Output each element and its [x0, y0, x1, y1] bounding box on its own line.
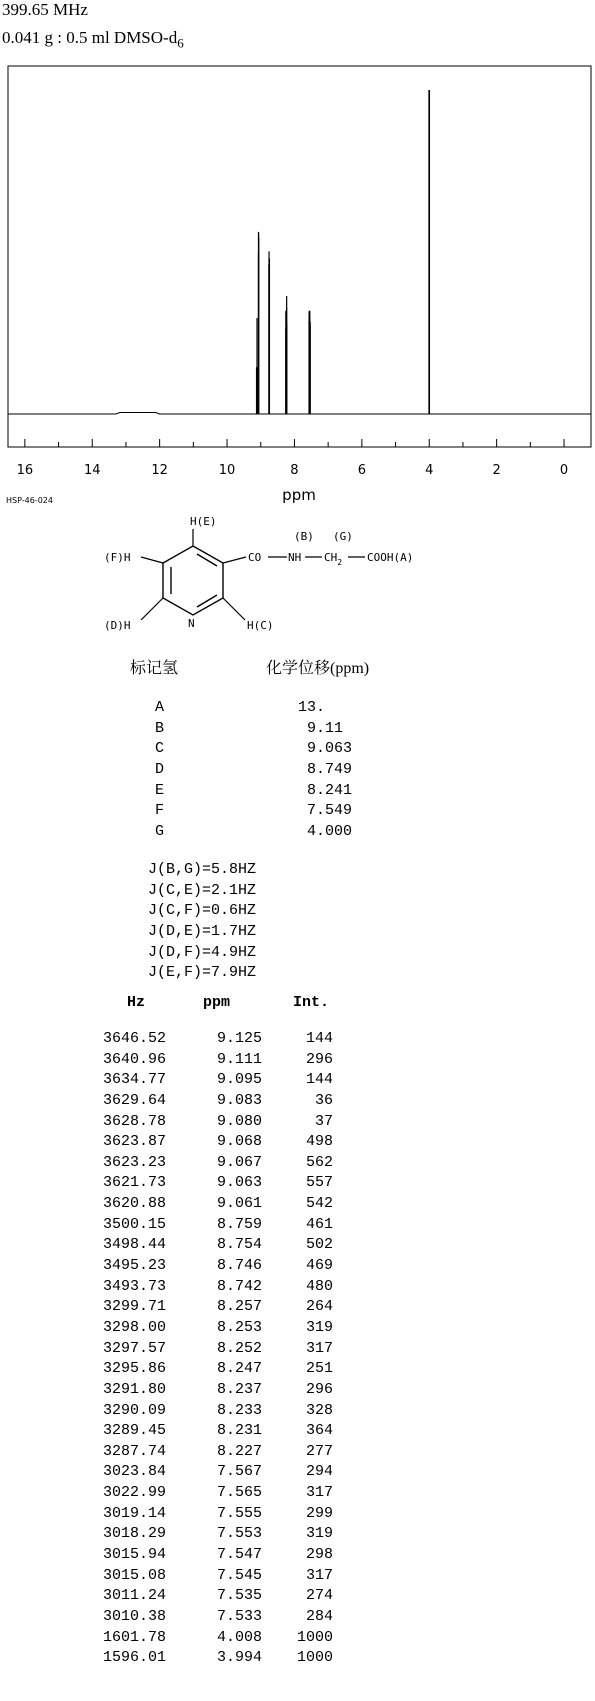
- label-dh: (D)H: [104, 619, 131, 632]
- peak-hz: 3295.86: [102, 1360, 166, 1378]
- peak-ppm: 4.008: [216, 1628, 262, 1646]
- assignment-shift: 4.000: [298, 823, 353, 841]
- peak-int: 317: [305, 1566, 333, 1584]
- x-axis-tick-label: 12: [151, 463, 168, 478]
- peak-int: 1000: [296, 1628, 333, 1646]
- peak-hz: 3015.94: [102, 1546, 166, 1564]
- peak-ppm: 7.547: [216, 1546, 262, 1564]
- peak-ppm: 8.247: [216, 1360, 262, 1378]
- peak-ppm: 9.061: [216, 1195, 262, 1213]
- pyridine-ring: [163, 546, 223, 615]
- peak-ppm: 3.994: [216, 1649, 262, 1667]
- peak-table-row: [70, 1277, 340, 1298]
- peak-ppm: 9.111: [216, 1050, 262, 1068]
- peak-int: 299: [305, 1504, 333, 1522]
- peak-ppm: 8.237: [216, 1380, 262, 1398]
- assignment-label: A: [155, 699, 165, 716]
- peak-table-row: [70, 1442, 340, 1463]
- peak-int: 542: [305, 1195, 333, 1213]
- peak-ppm: 8.257: [216, 1298, 262, 1316]
- peak-int: 319: [305, 1318, 333, 1336]
- peak-int: 469: [305, 1257, 333, 1275]
- peak-hz: 3289.45: [102, 1422, 166, 1440]
- peak-ppm: 9.095: [216, 1071, 262, 1089]
- peak-ppm: 8.231: [216, 1422, 262, 1440]
- assignment-labels: [155, 698, 164, 843]
- peak-hz: 3023.84: [102, 1463, 166, 1481]
- assignment-label: F: [155, 802, 165, 820]
- assignment-label: G: [155, 823, 165, 841]
- peak-hz: 3022.99: [102, 1484, 166, 1502]
- peak-ppm: 8.253: [216, 1318, 262, 1336]
- peak-hz: 3495.23: [102, 1257, 166, 1275]
- peak-table-row: [70, 1339, 340, 1360]
- x-axis-tick-label: 10: [218, 463, 236, 478]
- peak-table-row: [70, 1421, 340, 1442]
- x-axis-tick-label: 8: [290, 463, 299, 478]
- peak-ppm: 7.535: [216, 1587, 262, 1605]
- spectrometer-frequency: 399.65 MHz: [2, 0, 88, 19]
- x-axis-label: ppm: [282, 486, 316, 504]
- peak-ppm: 7.567: [216, 1463, 262, 1481]
- coupling-constant: J(C,F)=0.6HZ: [148, 902, 257, 920]
- peak-hz: 3287.74: [102, 1442, 166, 1460]
- peak-hz: 3011.24: [102, 1587, 166, 1605]
- peak-table-row: [70, 1050, 340, 1071]
- peak-table-row: [70, 1112, 340, 1133]
- peak-int: 328: [305, 1401, 333, 1419]
- peak-int: 274: [305, 1587, 333, 1605]
- assignment-shift: 9.063: [298, 740, 353, 758]
- peak-table-row: [70, 1132, 340, 1153]
- peak-ppm: 7.533: [216, 1607, 262, 1625]
- peak-hz: 3623.87: [102, 1133, 166, 1151]
- peak-table-row: [70, 1215, 340, 1236]
- label-ch2: [324, 551, 342, 567]
- peak-table-row: [70, 1256, 340, 1277]
- peak-ppm: 9.067: [216, 1153, 262, 1171]
- peak-hz: 3640.96: [102, 1050, 166, 1068]
- peak-table-row: [70, 1091, 340, 1112]
- peak-hz: 3010.38: [102, 1607, 166, 1625]
- peak-table-row: [70, 1566, 340, 1587]
- peak-int: 1000: [296, 1649, 333, 1667]
- assignment-shift: 8.749: [298, 761, 353, 779]
- peak-table-row: [70, 1235, 340, 1256]
- peak-hz: 3500.15: [102, 1215, 166, 1233]
- coupling-constant: J(C,E)=2.1HZ: [148, 881, 257, 899]
- peak-hz: 1601.78: [102, 1628, 166, 1646]
- x-axis-tick-label: 16: [16, 463, 34, 478]
- molecular-structure: [0, 0, 595, 650]
- peak-table-header-ppm: ppm: [203, 994, 231, 1011]
- peak-ppm: 7.545: [216, 1566, 262, 1584]
- peak-int: 37: [314, 1112, 333, 1130]
- assignment-label: B: [155, 719, 165, 737]
- peak-ppm: 9.083: [216, 1091, 262, 1109]
- peak-int: 144: [305, 1030, 333, 1047]
- peak-int: 480: [305, 1277, 333, 1295]
- label-ch-text: CH: [324, 551, 338, 564]
- peak-int: 364: [305, 1422, 333, 1440]
- peak-int: 296: [305, 1380, 333, 1398]
- label-fh: (F)H: [104, 551, 131, 564]
- peak-hz: 3498.44: [102, 1236, 166, 1254]
- sample-main: 0.041 g : 0.5 ml DMSO-d: [2, 28, 178, 47]
- peak-int: 502: [305, 1236, 333, 1254]
- peak-ppm: 8.759: [216, 1215, 262, 1233]
- coupling-constants: [148, 860, 256, 984]
- peak-ppm: 8.227: [216, 1442, 262, 1460]
- assignment-header-label: 标记氢: [130, 660, 179, 677]
- peak-table-row: [70, 1297, 340, 1318]
- peak-int: 298: [305, 1546, 333, 1564]
- label-co: CO: [248, 551, 262, 564]
- peak-ppm: 9.125: [216, 1030, 262, 1047]
- peak-table-row: [70, 1648, 340, 1669]
- peak-table-row: [70, 1586, 340, 1607]
- peak-hz: 1596.01: [102, 1649, 166, 1667]
- peak-table-row: [70, 1628, 340, 1649]
- peak-ppm: 9.068: [216, 1133, 262, 1151]
- peak-ppm: 9.080: [216, 1112, 262, 1130]
- peak-table-row: [70, 1318, 340, 1339]
- peak-hz: 3628.78: [102, 1112, 166, 1130]
- peak-int: 284: [305, 1607, 333, 1625]
- peak-ppm: 7.553: [216, 1525, 262, 1543]
- x-axis-tick-label: 14: [83, 463, 101, 478]
- peak-hz: 3634.77: [102, 1071, 166, 1089]
- peak-ppm: 8.252: [216, 1339, 262, 1357]
- peak-table-header-hz: Hz: [127, 994, 146, 1011]
- peak-hz: 3018.29: [102, 1525, 166, 1543]
- peak-table-row: [70, 1545, 340, 1566]
- assignment-label: C: [155, 740, 165, 758]
- assignment-label: D: [155, 761, 165, 779]
- peak-hz: 3291.80: [102, 1380, 166, 1398]
- peak-hz: 3493.73: [102, 1277, 166, 1295]
- peak-ppm: 9.063: [216, 1174, 262, 1192]
- peak-table-row: [70, 1380, 340, 1401]
- peak-hz: 3299.71: [102, 1298, 166, 1316]
- assignment-shift: 7.549: [298, 802, 353, 820]
- sample-subscript: 6: [177, 35, 184, 51]
- assignment-shifts: [298, 698, 352, 843]
- peak-table-row: [70, 1401, 340, 1422]
- label-cooh: COOH(A): [367, 551, 414, 564]
- assignment-shift: 9.11: [298, 719, 344, 737]
- peak-int: 251: [305, 1360, 333, 1378]
- label-b: (B): [294, 530, 314, 543]
- assignment-header-shift: 化学位移(ppm): [266, 660, 370, 677]
- peak-ppm: 8.754: [216, 1236, 262, 1254]
- structure-bonds: [141, 529, 365, 620]
- peak-int: 319: [305, 1525, 333, 1543]
- label-he: H(E): [190, 515, 217, 528]
- peak-table-row: [70, 1359, 340, 1380]
- label-g: (G): [333, 530, 353, 543]
- peak-table-row: [70, 1524, 340, 1545]
- peak-int: 264: [305, 1298, 333, 1316]
- x-axis-tick-label: 0: [559, 463, 569, 478]
- assignment-shift: 8.241: [298, 781, 353, 799]
- peak-int: 277: [305, 1442, 333, 1460]
- peak-int: 557: [305, 1174, 333, 1192]
- peak-int: 144: [305, 1071, 333, 1089]
- assignment-label: E: [155, 781, 165, 799]
- label-ch-subscript: 2: [337, 558, 343, 567]
- peak-table-row: [70, 1173, 340, 1194]
- peak-table-header-int: Int.: [293, 994, 330, 1011]
- peak-ppm: 8.233: [216, 1401, 262, 1419]
- peak-int: 317: [305, 1484, 333, 1502]
- label-ring-n: N: [188, 617, 195, 630]
- peak-hz: 3019.14: [102, 1504, 166, 1522]
- spectrum-code: HSP-46-024: [6, 496, 53, 505]
- peak-int: 296: [305, 1050, 333, 1068]
- peak-ppm: 8.742: [216, 1277, 262, 1295]
- peak-int: 317: [305, 1339, 333, 1357]
- coupling-constant: J(E,F)=7.9HZ: [148, 964, 257, 982]
- peak-ppm: 7.555: [216, 1504, 262, 1522]
- label-hc: H(C): [247, 619, 274, 632]
- peak-hz: 3623.23: [102, 1153, 166, 1171]
- peak-int: 36: [314, 1091, 333, 1109]
- peak-table-row: [70, 1153, 340, 1174]
- peak-table-row: [70, 1504, 340, 1525]
- x-axis-tick-label: 4: [425, 463, 434, 478]
- peak-table-row: [70, 1029, 340, 1050]
- x-axis-tick-label: 2: [492, 463, 501, 478]
- coupling-constant: J(B,G)=5.8HZ: [148, 861, 257, 878]
- peak-table-row: [70, 1070, 340, 1091]
- peak-table-row: [70, 1194, 340, 1215]
- peak-hz: 3290.09: [102, 1401, 166, 1419]
- peak-hz: 3620.88: [102, 1195, 166, 1213]
- peak-hz: 3297.57: [102, 1339, 166, 1357]
- peak-int: 294: [305, 1463, 333, 1481]
- label-nh: NH: [288, 551, 302, 564]
- peak-int: 461: [305, 1215, 333, 1233]
- peak-table-row: [70, 1483, 340, 1504]
- peak-hz: 3629.64: [102, 1091, 166, 1109]
- peak-table-row: [70, 1462, 340, 1483]
- peak-ppm: 7.565: [216, 1484, 262, 1502]
- peak-hz: 3298.00: [102, 1318, 166, 1336]
- peak-int: 562: [305, 1153, 333, 1171]
- peak-hz: 3015.08: [102, 1566, 166, 1584]
- peak-hz: 3646.52: [102, 1030, 166, 1047]
- assignment-shift: 13.: [298, 699, 326, 716]
- peak-hz: 3621.73: [102, 1174, 166, 1192]
- peak-ppm: 8.746: [216, 1257, 262, 1275]
- x-axis-tick-label: 6: [357, 463, 366, 478]
- coupling-constant: J(D,E)=1.7HZ: [148, 923, 257, 941]
- peak-table: [70, 1029, 340, 1669]
- peak-table-row: [70, 1607, 340, 1628]
- coupling-constant: J(D,F)=4.9HZ: [148, 943, 257, 961]
- peak-int: 498: [305, 1133, 333, 1151]
